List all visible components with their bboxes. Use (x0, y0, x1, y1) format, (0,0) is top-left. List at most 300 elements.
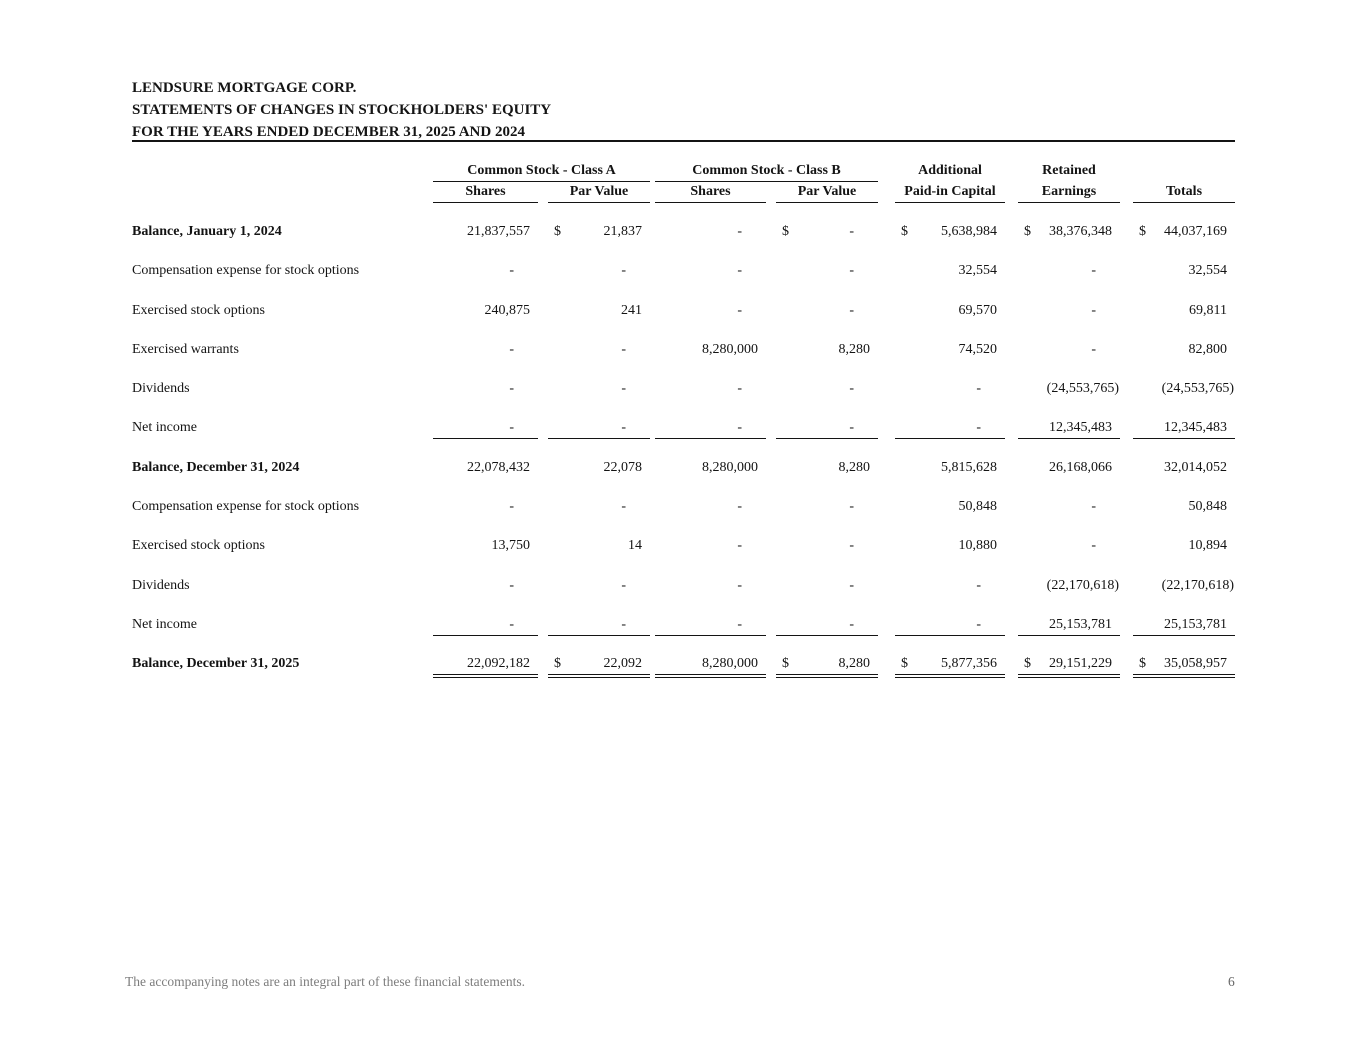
cell-value: 50,848 (958, 499, 997, 515)
row-label: Net income (132, 616, 197, 632)
cell-classB-shares (655, 370, 766, 399)
dollar-sign (776, 536, 782, 555)
dollar-sign (895, 340, 901, 359)
dollar-sign (776, 301, 782, 320)
cell-value: - (849, 499, 854, 515)
row-label: Exercised stock options (132, 538, 265, 554)
dollar-sign: $ (554, 224, 561, 239)
dollar-sign: $ (1139, 224, 1146, 239)
cell-value: - (509, 616, 514, 632)
dollar-sign: $ (1024, 224, 1031, 239)
cell-value: - (849, 616, 854, 632)
column-header-classB-shares: Shares (655, 184, 766, 203)
dollar-sign (433, 654, 439, 673)
cell-value: 10,880 (958, 538, 997, 554)
dollar-sign (1018, 536, 1024, 555)
cell-value: 5,638,984 (941, 224, 997, 239)
cell-additional-paid-in-capital (895, 213, 1005, 242)
cell-value: - (976, 381, 981, 397)
dollar-sign (433, 458, 439, 477)
column-group-classB: Common Stock - Class B (655, 163, 878, 182)
cell-retained-earnings (1018, 645, 1120, 678)
column-header-apic-line1: Additional (918, 163, 982, 178)
cell-value: - (621, 616, 626, 632)
dollar-sign: $ (1139, 656, 1146, 672)
cell-value: - (1091, 341, 1096, 357)
cell-value: - (976, 577, 981, 593)
dollar-sign (548, 536, 554, 555)
cell-value: - (737, 263, 742, 279)
cell-value: 8,280,000 (702, 656, 758, 672)
cell-value: (22,170,618) (1046, 577, 1119, 593)
dollar-sign (895, 379, 901, 398)
cell-classA-par-value (548, 409, 650, 439)
cell-totals (1133, 213, 1235, 242)
dollar-sign (895, 497, 901, 516)
cell-classB-par-value (776, 645, 878, 678)
cell-value: - (509, 499, 514, 515)
cell-retained-earnings (1018, 488, 1120, 517)
cell-additional-paid-in-capital (895, 370, 1005, 399)
dollar-sign: $ (782, 224, 789, 239)
cell-value: - (509, 577, 514, 593)
cell-value: - (621, 341, 626, 357)
cell-totals (1133, 645, 1235, 678)
cell-classB-par-value (776, 409, 878, 439)
dollar-sign (655, 615, 661, 634)
table-row (132, 645, 1235, 684)
row-label: Balance, December 31, 2024 (132, 459, 300, 475)
dollar-sign (1018, 418, 1024, 437)
dollar-sign (433, 497, 439, 516)
cell-classB-par-value (776, 252, 878, 281)
dollar-sign (433, 615, 439, 634)
cell-classA-par-value (548, 488, 650, 517)
period-line: FOR THE YEARS ENDED DECEMBER 31, 2025 AND 2024 (132, 124, 525, 140)
cell-value: - (737, 577, 742, 593)
dollar-sign (776, 615, 782, 634)
cell-value: 8,280 (838, 341, 870, 357)
dollar-sign (1133, 536, 1139, 555)
dollar-sign (548, 340, 554, 359)
cell-value: 35,058,957 (1164, 656, 1227, 672)
dollar-sign (1133, 418, 1139, 437)
cell-additional-paid-in-capital (895, 449, 1005, 478)
cell-retained-earnings (1018, 331, 1120, 360)
cell-value: - (849, 538, 854, 554)
dollar-sign (1133, 576, 1139, 595)
cell-additional-paid-in-capital (895, 567, 1005, 596)
cell-value: - (737, 538, 742, 554)
dollar-sign (1018, 615, 1024, 634)
cell-value: (24,553,765) (1046, 381, 1119, 397)
cell-classA-shares (433, 292, 538, 321)
cell-additional-paid-in-capital (895, 606, 1005, 636)
cell-value: 5,877,356 (941, 656, 997, 672)
row-label: Balance, December 31, 2025 (132, 656, 300, 672)
cell-classA-par-value (548, 331, 650, 360)
cell-classA-par-value (548, 252, 650, 281)
column-header-totals: Totals (1133, 184, 1235, 203)
cell-value: (24,553,765) (1161, 381, 1234, 397)
dollar-sign (548, 615, 554, 634)
cell-additional-paid-in-capital (895, 488, 1005, 517)
cell-classA-shares (433, 370, 538, 399)
cell-value: - (976, 420, 981, 436)
cell-classA-shares (433, 449, 538, 478)
table-row (132, 370, 1235, 409)
cell-classA-par-value (548, 567, 650, 596)
column-group-classA: Common Stock - Class A (433, 163, 650, 182)
cell-retained-earnings (1018, 370, 1120, 399)
cell-value: - (737, 381, 742, 397)
cell-value: - (737, 499, 742, 515)
table-row (132, 488, 1235, 527)
page-number: 6 (1228, 974, 1235, 989)
dollar-sign (655, 458, 661, 477)
cell-classB-shares (655, 488, 766, 517)
cell-value: 240,875 (484, 302, 530, 318)
column-header-apic-line2: Paid-in Capital (895, 184, 1005, 203)
dollar-sign (1018, 497, 1024, 516)
row-label: Compensation expense for stock options (132, 263, 360, 279)
row-label: Exercised stock options (132, 302, 265, 318)
dollar-sign (655, 301, 661, 320)
dollar-sign (895, 536, 901, 555)
cell-additional-paid-in-capital (895, 409, 1005, 439)
cell-value: 5,815,628 (941, 459, 997, 475)
cell-value: 69,570 (958, 302, 997, 318)
cell-classA-par-value (548, 606, 650, 636)
cell-value: - (849, 302, 854, 318)
cell-retained-earnings (1018, 213, 1120, 242)
cell-classB-shares (655, 331, 766, 360)
cell-value: 32,554 (958, 263, 997, 279)
dollar-sign (1133, 301, 1139, 320)
cell-value: - (737, 302, 742, 318)
cell-classA-shares (433, 252, 538, 281)
cell-classB-shares (655, 449, 766, 478)
dollar-sign (776, 418, 782, 437)
table-row (132, 252, 1235, 291)
cell-classA-shares (433, 331, 538, 360)
dollar-sign (895, 615, 901, 634)
cell-value: 8,280,000 (702, 341, 758, 357)
cell-value: 38,376,348 (1049, 224, 1112, 239)
cell-value: - (621, 577, 626, 593)
dollar-sign (1018, 379, 1024, 398)
cell-value: 82,800 (1188, 341, 1227, 357)
cell-value: 25,153,781 (1049, 616, 1112, 632)
cell-value: 21,837 (603, 224, 642, 239)
cell-classB-shares (655, 567, 766, 596)
column-header-retained-line2: Earnings (1018, 184, 1120, 203)
dollar-sign: $ (1024, 656, 1031, 672)
dollar-sign (776, 458, 782, 477)
dollar-sign (895, 576, 901, 595)
row-label: Exercised warrants (132, 341, 239, 357)
row-label: Compensation expense for stock options (132, 499, 360, 515)
cell-value: - (849, 381, 854, 397)
cell-classB-par-value (776, 567, 878, 596)
dollar-sign (433, 261, 439, 280)
dollar-sign (433, 418, 439, 437)
cell-value: 8,280,000 (702, 459, 758, 475)
cell-value: 8,280 (838, 656, 870, 672)
table-header-columns (132, 184, 1235, 203)
cell-totals (1133, 449, 1235, 478)
dollar-sign (433, 536, 439, 555)
cell-value: 22,092 (603, 656, 642, 672)
table-body (132, 213, 1235, 685)
footer-note: The accompanying notes are an integral part of these financial statements. (125, 974, 525, 989)
table-row (132, 331, 1235, 370)
cell-classB-par-value (776, 527, 878, 556)
column-header-classB-par-value: Par Value (776, 184, 878, 203)
cell-classB-shares (655, 527, 766, 556)
header-rule (132, 140, 1235, 142)
dollar-sign (1133, 458, 1139, 477)
cell-value: - (621, 263, 626, 279)
dollar-sign (1018, 576, 1024, 595)
cell-value: - (737, 224, 742, 239)
cell-value: - (849, 420, 854, 436)
cell-value: 22,092,182 (467, 656, 530, 672)
cell-value: 22,078 (603, 459, 642, 475)
cell-value: 22,078,432 (467, 459, 530, 475)
document-header (132, 77, 551, 143)
cell-value: 12,345,483 (1049, 420, 1112, 436)
dollar-sign (1133, 615, 1139, 634)
cell-retained-earnings (1018, 567, 1120, 596)
cell-classA-shares (433, 488, 538, 517)
cell-classA-shares (433, 409, 538, 439)
cell-value: - (509, 263, 514, 279)
cell-value: - (509, 381, 514, 397)
cell-value: - (621, 381, 626, 397)
dollar-sign (655, 340, 661, 359)
dollar-sign (548, 497, 554, 516)
dollar-sign (433, 340, 439, 359)
dollar-sign (548, 379, 554, 398)
cell-totals (1133, 409, 1235, 439)
cell-classA-par-value (548, 645, 650, 678)
cell-value: 10,894 (1188, 538, 1227, 554)
dollar-sign (548, 458, 554, 477)
cell-classA-shares (433, 527, 538, 556)
dollar-sign (895, 458, 901, 477)
cell-value: 13,750 (491, 538, 530, 554)
dollar-sign (895, 418, 901, 437)
cell-totals (1133, 292, 1235, 321)
cell-value: - (621, 420, 626, 436)
dollar-sign (1133, 261, 1139, 280)
dollar-sign (655, 576, 661, 595)
cell-value: - (737, 616, 742, 632)
cell-value: - (1091, 538, 1096, 554)
cell-value: - (509, 341, 514, 357)
cell-classB-shares (655, 292, 766, 321)
table-row (132, 292, 1235, 331)
dollar-sign (655, 654, 661, 673)
cell-classB-shares (655, 645, 766, 678)
row-label: Net income (132, 420, 197, 436)
dollar-sign (433, 301, 439, 320)
dollar-sign (895, 301, 901, 320)
dollar-sign (655, 497, 661, 516)
statement-title: STATEMENTS OF CHANGES IN STOCKHOLDERS' EQUITY (132, 102, 552, 118)
column-header-retained-line1: Retained (1042, 163, 1096, 178)
table-row (132, 213, 1235, 252)
cell-classA-shares (433, 567, 538, 596)
company-name: LENDSURE MORTGAGE CORP. (132, 80, 357, 96)
dollar-sign (1018, 458, 1024, 477)
dollar-sign (548, 301, 554, 320)
dollar-sign (1133, 497, 1139, 516)
cell-additional-paid-in-capital (895, 527, 1005, 556)
cell-additional-paid-in-capital (895, 645, 1005, 678)
cell-value: 14 (628, 538, 642, 554)
row-label: Balance, January 1, 2024 (132, 224, 282, 239)
table-row (132, 606, 1235, 645)
dollar-sign (1018, 340, 1024, 359)
header-spacer (132, 184, 430, 203)
cell-additional-paid-in-capital (895, 252, 1005, 281)
dollar-sign (433, 222, 439, 241)
cell-value: 50,848 (1188, 499, 1227, 515)
cell-retained-earnings (1018, 606, 1120, 636)
cell-totals (1133, 567, 1235, 596)
cell-value: 32,554 (1188, 263, 1227, 279)
row-label: Dividends (132, 381, 190, 397)
cell-retained-earnings (1018, 409, 1120, 439)
cell-value: - (737, 420, 742, 436)
cell-value: 12,345,483 (1164, 420, 1227, 436)
cell-value: - (976, 616, 981, 632)
cell-classB-par-value (776, 292, 878, 321)
dollar-sign (1018, 301, 1024, 320)
header-spacer (132, 163, 433, 182)
dollar-sign (548, 576, 554, 595)
dollar-sign (655, 536, 661, 555)
column-header-totals-spacer (1133, 163, 1235, 182)
cell-classB-par-value (776, 488, 878, 517)
cell-value: - (849, 224, 854, 239)
cell-value: - (1091, 302, 1096, 318)
dollar-sign (776, 379, 782, 398)
dollar-sign (655, 418, 661, 437)
cell-classB-shares (655, 252, 766, 281)
cell-classA-par-value (548, 527, 650, 556)
cell-value: 8,280 (838, 459, 870, 475)
dollar-sign (433, 379, 439, 398)
cell-classA-par-value (548, 292, 650, 321)
cell-classA-par-value (548, 449, 650, 478)
table-row (132, 449, 1235, 488)
cell-value: (22,170,618) (1161, 577, 1234, 593)
dollar-sign (433, 576, 439, 595)
table-row (132, 409, 1235, 448)
column-header-classA-shares: Shares (433, 184, 538, 203)
cell-totals (1133, 331, 1235, 360)
cell-classA-shares (433, 645, 538, 678)
dollar-sign (776, 340, 782, 359)
cell-totals (1133, 488, 1235, 517)
cell-classB-shares (655, 409, 766, 439)
cell-value: - (1091, 263, 1096, 279)
cell-value: - (621, 499, 626, 515)
cell-classB-par-value (776, 331, 878, 360)
dollar-sign: $ (901, 656, 908, 672)
dollar-sign (1133, 379, 1139, 398)
cell-value: - (849, 263, 854, 279)
cell-totals (1133, 527, 1235, 556)
dollar-sign (895, 261, 901, 280)
cell-value: 25,153,781 (1164, 616, 1227, 632)
cell-value: 32,014,052 (1164, 459, 1227, 475)
cell-value: - (1091, 499, 1096, 515)
cell-totals (1133, 252, 1235, 281)
table-row (132, 527, 1235, 566)
dollar-sign: $ (782, 656, 789, 672)
dollar-sign (776, 576, 782, 595)
cell-value: 74,520 (958, 341, 997, 357)
cell-value: 241 (621, 302, 642, 318)
cell-value: 21,837,557 (467, 224, 530, 239)
cell-classB-shares (655, 606, 766, 636)
cell-value: - (849, 577, 854, 593)
cell-totals (1133, 370, 1235, 399)
cell-classA-shares (433, 213, 538, 242)
cell-classA-par-value (548, 213, 650, 242)
cell-retained-earnings (1018, 527, 1120, 556)
row-label: Dividends (132, 577, 190, 593)
column-header-classA-par-value: Par Value (548, 184, 650, 203)
dollar-sign (1018, 261, 1024, 280)
dollar-sign (776, 497, 782, 516)
cell-retained-earnings (1018, 252, 1120, 281)
cell-retained-earnings (1018, 449, 1120, 478)
cell-classB-shares (655, 213, 766, 242)
dollar-sign: $ (901, 224, 908, 239)
cell-value: 26,168,066 (1049, 459, 1112, 475)
cell-classB-par-value (776, 606, 878, 636)
dollar-sign (548, 261, 554, 280)
dollar-sign (655, 222, 661, 241)
dollar-sign (655, 379, 661, 398)
dollar-sign (776, 261, 782, 280)
table-header-groups (132, 163, 1235, 182)
cell-classA-shares (433, 606, 538, 636)
table-row (132, 567, 1235, 606)
dollar-sign (1133, 340, 1139, 359)
cell-classB-par-value (776, 370, 878, 399)
cell-classB-par-value (776, 213, 878, 242)
cell-value: 29,151,229 (1049, 656, 1112, 672)
dollar-sign (655, 261, 661, 280)
cell-value: 69,811 (1189, 302, 1227, 318)
cell-classB-par-value (776, 449, 878, 478)
cell-classA-par-value (548, 370, 650, 399)
cell-additional-paid-in-capital (895, 292, 1005, 321)
cell-retained-earnings (1018, 292, 1120, 321)
dollar-sign (548, 418, 554, 437)
cell-totals (1133, 606, 1235, 636)
cell-additional-paid-in-capital (895, 331, 1005, 360)
cell-value: 44,037,169 (1164, 224, 1227, 239)
cell-value: - (509, 420, 514, 436)
dollar-sign: $ (554, 656, 561, 672)
